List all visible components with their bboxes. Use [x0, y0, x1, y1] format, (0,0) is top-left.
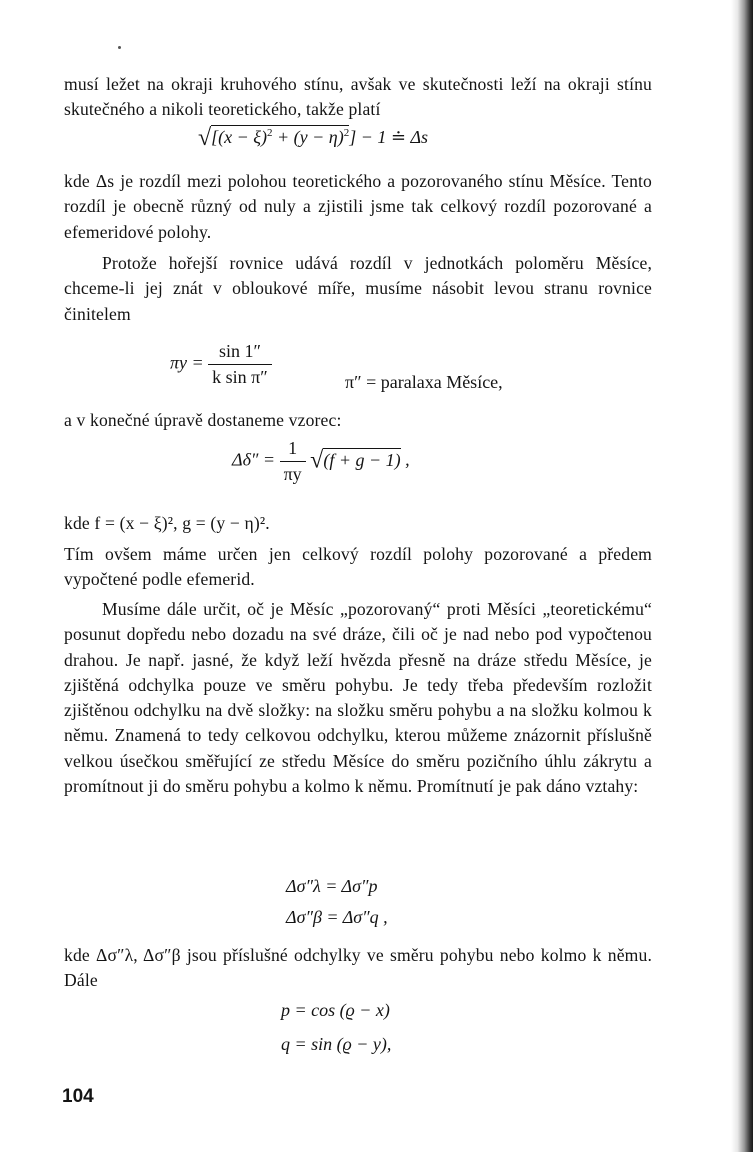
equation-2-note: π″ = paralaxa Měsíce,	[345, 372, 503, 392]
page-binding-edge	[731, 0, 753, 1152]
paragraph-5: kde f = (x − ξ)², g = (y − η)².	[64, 513, 270, 533]
equation-2-denominator: k sin π″	[212, 367, 268, 387]
equation-1-part-a: [(x − ξ)	[211, 127, 268, 147]
sqrt-symbol: √	[310, 447, 324, 474]
equation-3-fraction	[280, 438, 306, 485]
equation-4: Δσ″λ = Δσ″p	[286, 876, 378, 896]
equation-3-lhs: Δδ″ =	[232, 449, 276, 470]
equation-1-part-c: ] − 1 ≐ Δs	[349, 127, 429, 147]
equation-1-radicand	[211, 125, 349, 147]
equation-3-tail: ,	[405, 449, 410, 470]
equation-3	[232, 438, 410, 485]
sqrt-symbol: √	[198, 125, 212, 151]
paragraph-7: Musíme dále určit, oč je Měsíc „pozorovaný“ proti Měsíci „teoretickému“ posunut dopředu nebo dozadu na své dráze, čili oč je nad nebo pod vypočtenou drahou. Je např. jasné, že když leží hvězda přesně na dráze středu Měsíce, je zjištěná odchylka pouze ve směru pohybu. Je tedy třeba především rozložit zjištěnou odchylku na dvě složky: na složku směru pohybu a na složku kolmou k němu. Znamená to tedy celkovou odchylku, kterou můžeme znázornit příslušně velkou úsečkou směřující ze středu Měsíce do směru pozičního úhlu zákrytu a promítnout ji do směru pohybu a kolmo k němu. Promítnutí je pak dáno vztahy:	[64, 599, 652, 797]
equation-3-denominator: πy	[283, 464, 302, 484]
equation-2-numerator: sin 1″	[208, 341, 272, 365]
equation-6: p = cos (ϱ − x)	[281, 1000, 390, 1020]
equation-7: q = sin (ϱ − y),	[281, 1034, 392, 1054]
equation-2-fraction	[208, 341, 272, 388]
equation-3-radicand: (f + g − 1)	[323, 449, 401, 470]
page-number: 104	[62, 1086, 94, 1107]
paragraph-3: Protože hořejší rovnice udává rozdíl v jednotkách poloměru Měsíce, chceme-li jej znát v obloukové míře, musíme násobit levou stranu rovnice činitelem	[64, 253, 652, 324]
exponent: 2	[343, 127, 350, 139]
equation-2	[170, 341, 272, 388]
paragraph-6: Tím ovšem máme určen jen celkový rozdíl polohy pozorované a předem vypočtené podle efemerid.	[64, 544, 652, 590]
exponent: 2	[267, 127, 273, 139]
paragraph-8: kde Δσ″λ, Δσ″β jsou příslušné odchylky ve směru pohybu nebo kolmo k němu. Dále	[64, 945, 652, 991]
equation-2-lhs: πy =	[170, 352, 204, 373]
paragraph-2: kde Δs je rozdíl mezi polohou teoretického a pozorovaného stínu Měsíce. Tento rozdíl je obecně různý od nuly a zjistili jsme tak celkový rozdíl pozorované a efemeridové polohy.	[64, 171, 652, 242]
paragraph-1: musí ležet na okraji kruhového stínu, avšak ve skutečnosti leží na okraji stínu skutečného a nikoli teoretického, takže platí	[64, 74, 652, 120]
equation-5: Δσ″β = Δσ″q ,	[286, 907, 388, 927]
equation-1-part-b: + (y − η)	[272, 127, 344, 147]
equation-3-numerator: 1	[280, 438, 306, 462]
paragraph-4: a v konečné úpravě dostaneme vzorec:	[64, 410, 342, 430]
equation-1	[198, 125, 428, 152]
speck	[118, 46, 121, 49]
